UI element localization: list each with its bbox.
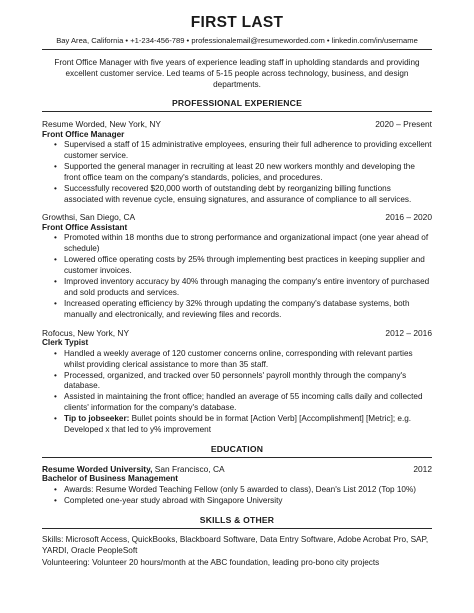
job-company: Growthsi, San Diego, CA	[42, 212, 136, 223]
education-section-title: EDUCATION	[210, 443, 264, 454]
education-divider	[42, 457, 432, 458]
job-entry	[42, 212, 432, 320]
experience-divider	[42, 111, 432, 112]
job-bullets	[42, 349, 432, 436]
candidate-name: FIRST LAST	[190, 14, 284, 31]
job-dates: 2012 – 2016	[385, 327, 432, 338]
school-name: Resume Worded University,	[42, 463, 153, 474]
education-entry	[42, 464, 432, 475]
job-role: Front Office Manager	[42, 129, 125, 139]
job-bullet: • Assisted in maintaining the front office; handled an average of 55 incoming calls daily and collected clients' information for the company's database.	[64, 392, 432, 414]
experience-section-title: PROFESSIONAL EXPERIENCE	[171, 98, 303, 108]
skills-divider	[42, 528, 432, 529]
degree: Bachelor of Business Management	[42, 474, 179, 484]
volunteering-line: Volunteering: Volunteer 20 hours/month at the ABC foundation, leading pro-bono city projects	[42, 557, 380, 567]
job-bullet: • Promoted within 18 months due to strong performance and organizational impact (one year ahead of schedule)	[64, 233, 432, 255]
tip-label: Tip to jobseeker:	[64, 414, 130, 424]
job-bullet: • Supervised a staff of 15 administrative employees, ensuring their full adherence to providing excellent customer service.	[64, 140, 432, 162]
job-bullet: • Improved inventory accuracy by 40% through managing the company's entire inventory of purchased and sold products and services.	[64, 277, 432, 299]
education-bullets	[42, 485, 432, 507]
job-dates: 2016 – 2020	[385, 212, 432, 223]
tip-text: Bullet points should be in format [Action Verb] [Accomplishment] [Metric]; e.g. Developed x that led to y% improvement	[64, 414, 412, 435]
education-bullet: • Completed one-year study abroad with Singapore University	[64, 496, 432, 507]
job-company: Resume Worded, New York, NY	[42, 119, 162, 129]
job-role: Front Office Assistant	[42, 222, 128, 232]
header-divider	[42, 49, 432, 50]
job-bullets	[42, 233, 432, 320]
job-company: Rofocus, New York, NY	[42, 327, 130, 338]
contact-line: Bay Area, California • +1-234-456-789 • professionalemail@resumeworded.com • linkedin.com/in/username	[56, 36, 418, 45]
skills-section-title: SKILLS & OTHER	[199, 514, 275, 525]
job-entry	[42, 119, 432, 205]
job-bullet: • Handled a weekly average of 120 customer concerns online, corresponding with relevant parties whilst providing clerical assistance to more than 35 staff.	[64, 349, 432, 371]
job-bullets	[42, 140, 432, 205]
job-entry	[42, 328, 432, 436]
skills-line: Skills: Microsoft Access, QuickBooks, Blackboard Software, Data Entry Software, Adobe Acrobat Pro, SAP, YARDI, Oracle PeopleSoft	[42, 534, 429, 555]
school-location: San Francisco, CA	[152, 463, 225, 474]
job-bullet: • Supported the general manager in recruiting at least 20 new workers monthly and developing the front office team on the company's standards, policies, and procedures.	[64, 162, 432, 184]
job-bullet: • Successfully recovered $20,000 worth of outstanding debt by reorganizing billing functions associated with revenue cycle, ensuing signatures, and assurance of compliance to all services.	[64, 184, 432, 206]
summary-paragraph: Front Office Manager with five years of experience leading staff in upholding standards and providing excellent customer service. Led teams of 5-15 people across technology, business, and design departments.	[54, 58, 420, 89]
education-year: 2012	[413, 463, 432, 474]
job-bullet: • Processed, organized, and tracked over 50 personnels' payroll monthly through the company's database.	[64, 371, 432, 393]
job-dates: 2020 – Present	[375, 119, 432, 129]
job-bullet: • Increased operating efficiency by 32% through updating the company's database systems, both manually and electronically, and reviewing files and records.	[64, 299, 432, 321]
job-role: Clerk Typist	[42, 338, 89, 348]
education-bullet: • Awards: Resume Worded Teaching Fellow (only 5 awarded to class), Dean's List 2012 (Top 10%)	[64, 485, 432, 496]
jobseeker-tip	[64, 414, 432, 436]
job-bullet: • Lowered office operating costs by 25% through implementing best practices in keeping supplier and customer invoices.	[64, 255, 432, 277]
